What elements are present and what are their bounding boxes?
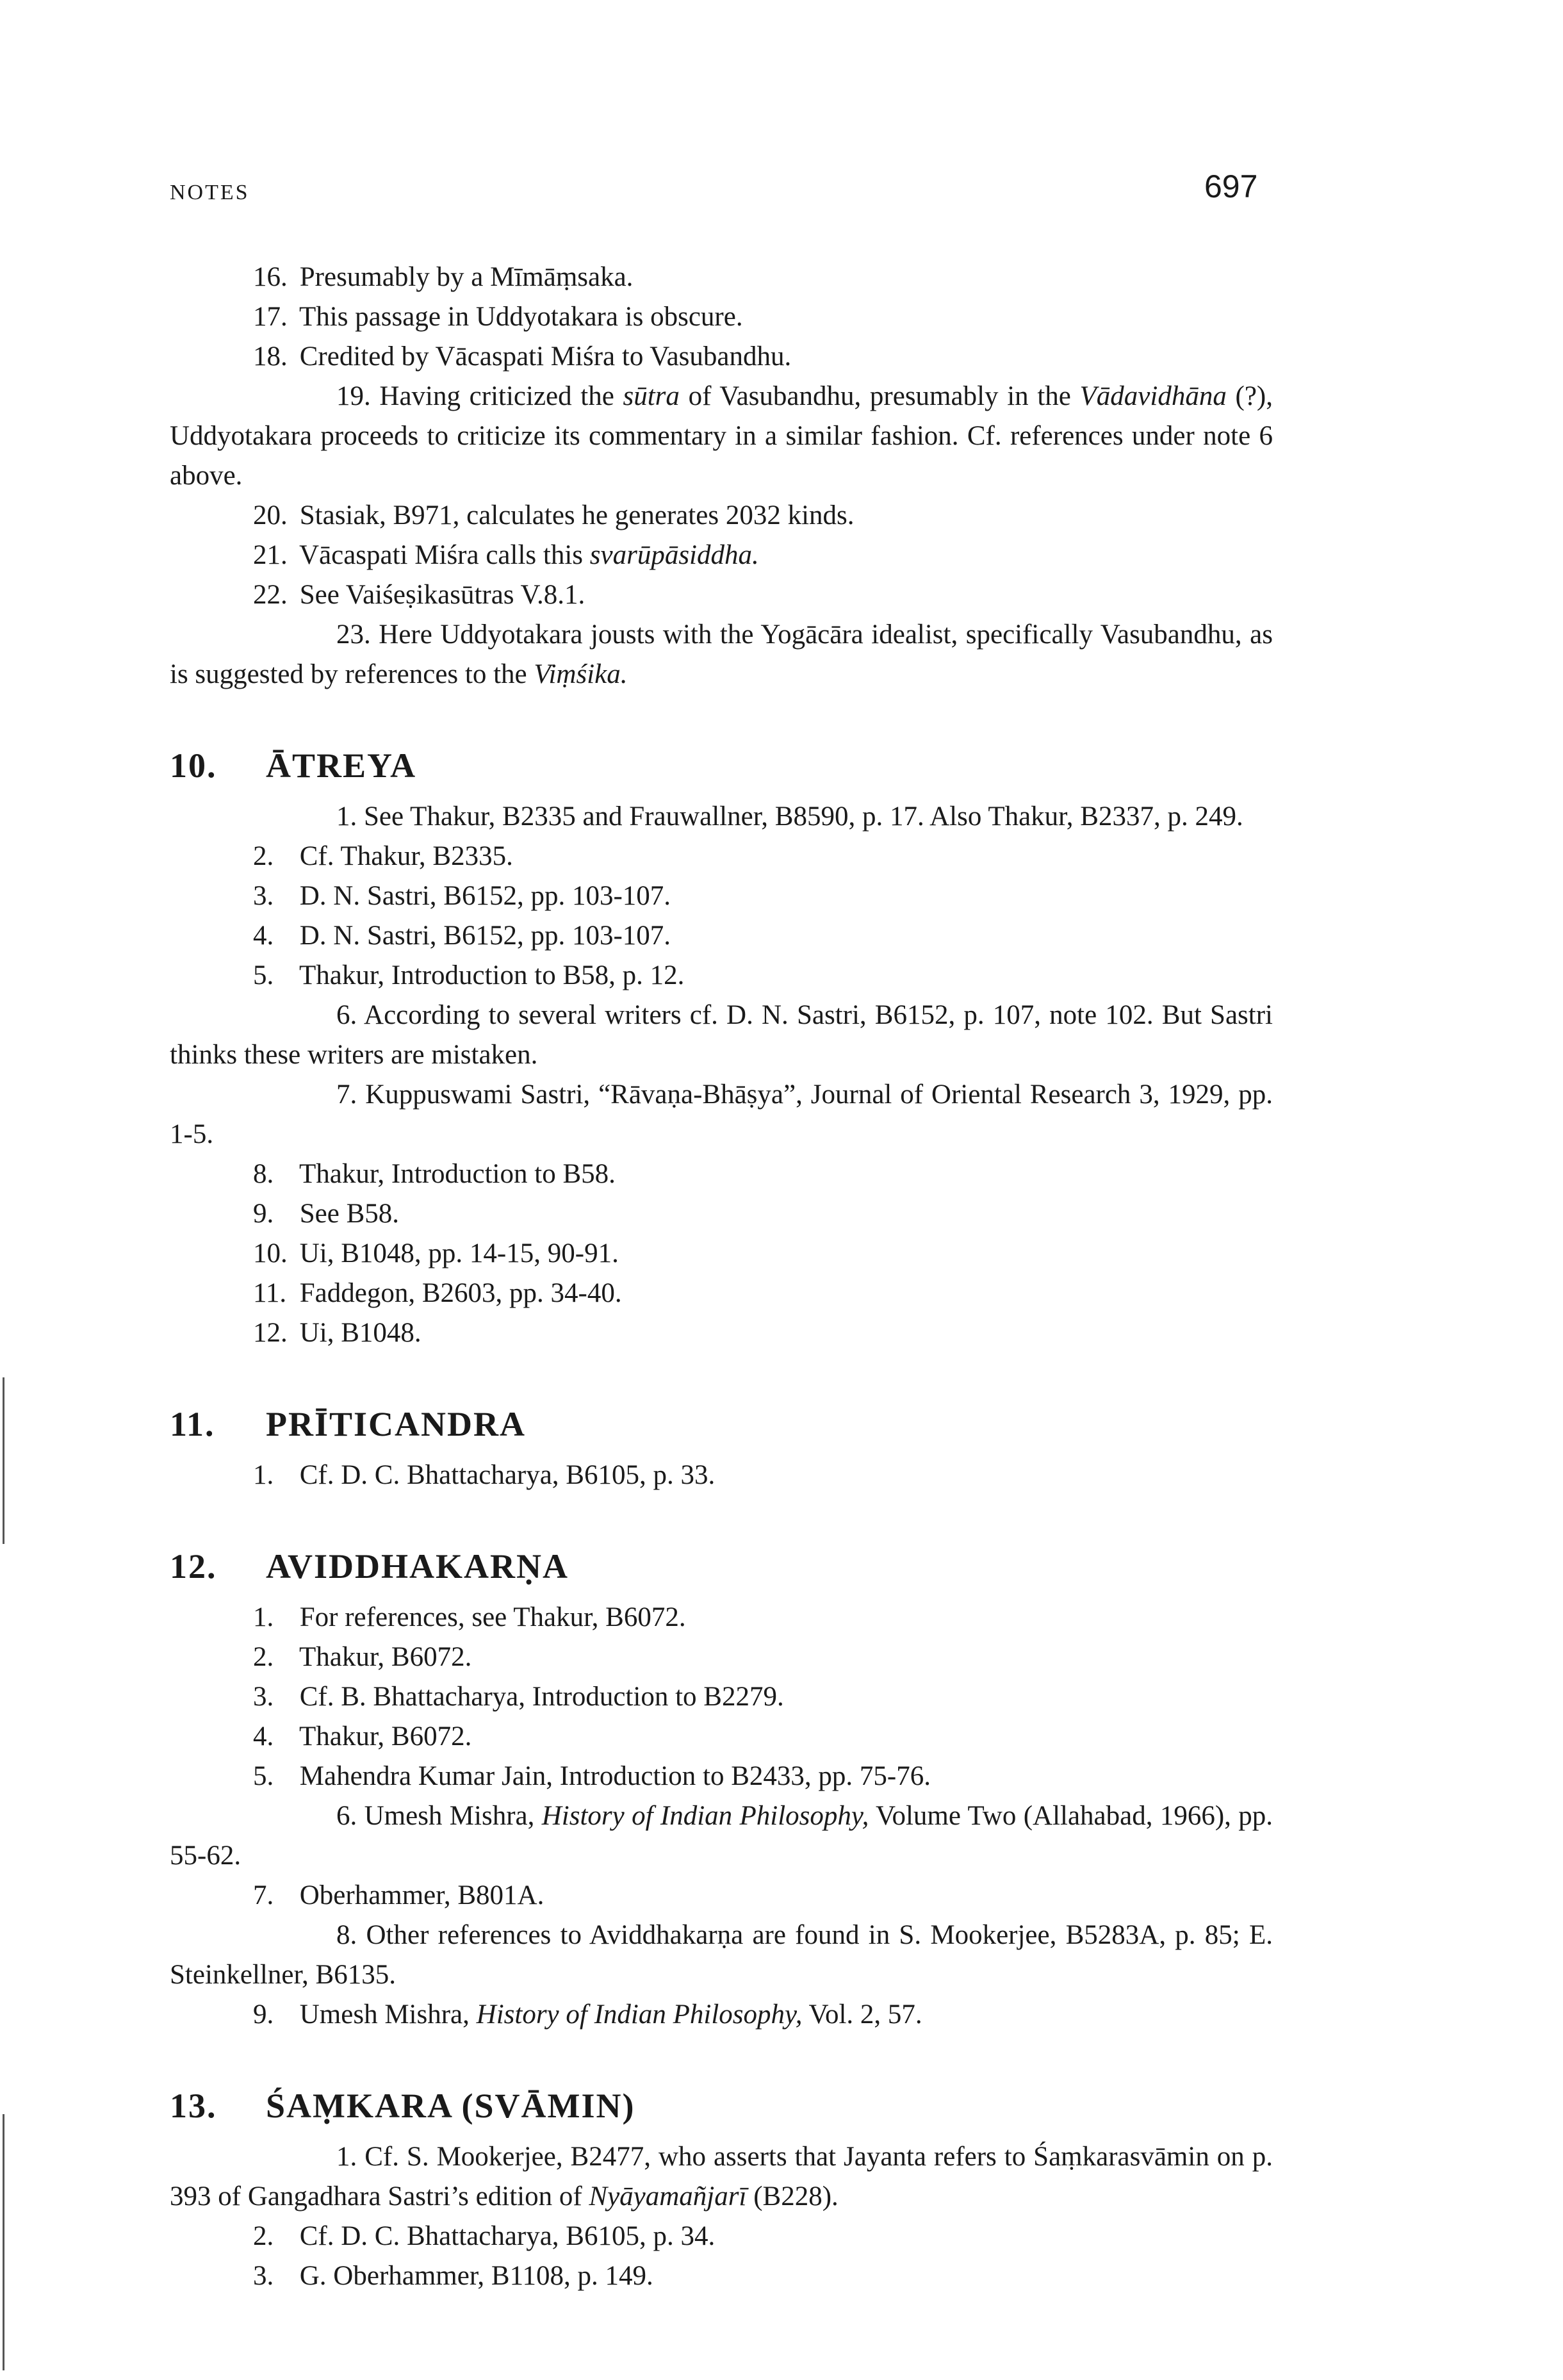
note-number: 2. — [253, 1642, 274, 1672]
note-text: Cf. D. C. Bhattacharya, B6105, p. 33. — [299, 1460, 716, 1490]
section-heading — [170, 1402, 1273, 1447]
note-text: According to several writers cf. D. N. Sastri, B6152, p. 107, note 102. But Sastri thinks these writers are mistaken. — [170, 1000, 1273, 1070]
note-item — [170, 1194, 1273, 1234]
section-number: 13. — [170, 2087, 217, 2125]
note-item — [170, 1916, 1273, 1995]
note-text: Thakur, B6072. — [299, 1721, 472, 1752]
note-item — [170, 956, 1273, 996]
note-number: 8. — [336, 1920, 357, 1950]
note-item — [170, 876, 1273, 916]
note-number: 18. — [253, 341, 288, 372]
note-number: 12. — [253, 1318, 288, 1348]
note-number: 21. — [253, 540, 288, 570]
note-text: Stasiak, B971, calculates he generates 2032 kinds. — [299, 500, 855, 530]
page-number: 697 — [1204, 168, 1258, 204]
note-item — [170, 1234, 1273, 1274]
note-item — [170, 1876, 1273, 1916]
note-item — [170, 1313, 1273, 1353]
note-number: 9. — [253, 1199, 274, 1229]
note-text: Having criticized the — [379, 381, 614, 411]
note-text: Oberhammer, B801A. — [299, 1880, 544, 1910]
note-text: Other references to Aviddhakarṇa are found in S. Mookerjee, B5283A, p. 85; E. Steinkellner, B6135. — [170, 1920, 1273, 1990]
note-item — [170, 2256, 1273, 2296]
note-text: For references, see Thakur, B6072. — [299, 1602, 686, 1632]
section-spacer — [170, 1589, 1273, 1598]
note-item — [170, 1456, 1273, 1495]
section-number: 12. — [170, 1547, 217, 1586]
note-item — [170, 1075, 1273, 1154]
note-item — [170, 258, 1273, 297]
note-item — [170, 2137, 1273, 2217]
note-number: 4. — [253, 1721, 274, 1752]
note-item — [170, 1677, 1273, 1717]
note-item — [170, 1637, 1273, 1677]
section-spacer — [170, 1447, 1273, 1456]
note-item — [170, 1757, 1273, 1796]
note-text: (B228). — [753, 2181, 839, 2212]
note-emphasis: svarūpāsiddha. — [589, 540, 759, 570]
note-text: (?), Uddyotakara proceeds to criticize its commentary in a similar fashion. Cf. references under note 6 above. — [170, 381, 1273, 491]
note-number: 7. — [253, 1880, 274, 1910]
note-text: D. N. Sastri, B6152, pp. 103-107. — [299, 921, 671, 951]
note-number: 1. — [336, 2142, 357, 2172]
note-text: Faddegon, B2603, pp. 34-40. — [299, 1278, 622, 1308]
section-title-text: ĀTREYA — [266, 746, 417, 785]
note-number: 20. — [253, 500, 288, 530]
note-item — [170, 1598, 1273, 1637]
note-text: Umesh Mishra, — [364, 1801, 535, 1831]
note-text: Vol. 2, 57. — [808, 1999, 922, 2030]
note-text: Cf. S. Mookerjee, B2477, who asserts that Jayanta refers to Śaṃkarasvāmin on p. 393 of Gangadhara Sastri’s edition of — [170, 2142, 1273, 2212]
section-heading — [170, 743, 1273, 788]
note-text: Vācaspati Miśra calls this — [299, 540, 584, 570]
note-text: Thakur, Introduction to B58, p. 12. — [299, 960, 685, 990]
section-spacer — [170, 788, 1273, 797]
note-text: G. Oberhammer, B1108, p. 149. — [299, 2261, 653, 2291]
note-number: 6. — [336, 1000, 357, 1030]
note-text: Volume Two (Allahabad, 1966), pp. 55-62. — [170, 1801, 1273, 1871]
note-item — [170, 575, 1273, 615]
note-text: D. N. Sastri, B6152, pp. 103-107. — [299, 881, 671, 911]
note-number: 11. — [253, 1278, 287, 1308]
note-emphasis: Vādavidhāna — [1079, 381, 1227, 411]
note-number: 3. — [253, 1682, 274, 1712]
note-item — [170, 2217, 1273, 2256]
note-item — [170, 837, 1273, 876]
note-text: This passage in Uddyotakara is obscure. — [299, 302, 743, 332]
note-text: Cf. D. C. Bhattacharya, B6105, p. 34. — [299, 2221, 716, 2251]
note-text: Thakur, Introduction to B58. — [299, 1159, 616, 1189]
note-text: See Vaiśeṣikasūtras V.8.1. — [299, 580, 585, 610]
note-number: 1. — [336, 801, 357, 832]
section-number: 11. — [170, 1405, 215, 1443]
note-number: 9. — [253, 1999, 274, 2030]
note-number: 1. — [253, 1602, 274, 1632]
note-text: Thakur, B6072. — [299, 1642, 472, 1672]
note-number: 22. — [253, 580, 288, 610]
note-text: Ui, B1048, pp. 14-15, 90-91. — [299, 1238, 619, 1268]
section-spacer — [170, 2035, 1273, 2083]
note-number: 10. — [253, 1238, 288, 1268]
note-text: of Vasubandhu, presumably in the — [688, 381, 1071, 411]
section-title-text: ŚAṂKARA (SVĀMIN) — [266, 2087, 635, 2125]
note-item — [170, 1995, 1273, 2035]
note-emphasis: sūtra — [623, 381, 680, 411]
note-number: 3. — [253, 2261, 274, 2291]
note-item — [170, 916, 1273, 956]
notes-body — [170, 258, 1273, 2296]
note-number: 5. — [253, 960, 274, 990]
note-number: 16. — [253, 262, 288, 292]
note-number: 2. — [253, 2221, 274, 2251]
note-item — [170, 615, 1273, 694]
section-spacer — [170, 1353, 1273, 1402]
section-spacer — [170, 1495, 1273, 1544]
section-title-text: PRĪTICANDRA — [266, 1405, 527, 1443]
note-number: 6. — [336, 1801, 357, 1831]
note-text: Here Uddyotakara jousts with the Yogācāra idealist, specifically Vasubandhu, as is suggested by references to the — [170, 620, 1273, 689]
note-number: 4. — [253, 921, 274, 951]
note-item — [170, 797, 1273, 837]
section-number: 10. — [170, 746, 217, 785]
note-item — [170, 1274, 1273, 1313]
note-item — [170, 377, 1273, 496]
note-item — [170, 536, 1273, 575]
note-number: 19. — [336, 381, 371, 411]
scan-margin-mark — [3, 2114, 4, 2370]
section-spacer — [170, 694, 1273, 743]
note-emphasis: History of Indian Philosophy, — [476, 1999, 803, 2030]
note-item — [170, 1717, 1273, 1757]
note-text: Presumably by a Mīmāṃsaka. — [299, 262, 634, 292]
note-text: Umesh Mishra, — [299, 1999, 470, 2030]
note-text: See B58. — [299, 1199, 400, 1229]
note-item — [170, 496, 1273, 536]
note-item — [170, 996, 1273, 1075]
note-text: Cf. Thakur, B2335. — [299, 841, 513, 871]
section-heading — [170, 1544, 1273, 1589]
note-emphasis: Viṃśika. — [534, 659, 628, 689]
note-text: Credited by Vācaspati Miśra to Vasubandhu. — [299, 341, 792, 372]
scan-margin-mark — [3, 1377, 4, 1544]
note-number: 1. — [253, 1460, 274, 1490]
note-text: See Thakur, B2335 and Frauwallner, B8590, p. 17. Also Thakur, B2337, p. 249. — [364, 801, 1243, 832]
note-emphasis: Nyāyamañjarī — [589, 2181, 747, 2212]
note-number: 2. — [253, 841, 274, 871]
note-number: 7. — [336, 1079, 357, 1110]
section-spacer — [170, 2128, 1273, 2137]
note-text: Mahendra Kumar Jain, Introduction to B2433, pp. 75-76. — [299, 1761, 931, 1791]
note-item — [170, 1796, 1273, 1876]
section-heading — [170, 2083, 1273, 2128]
note-text: Kuppuswami Sastri, “Rāvaṇa-Bhāṣya”, Journal of Oriental Research 3, 1929, pp. 1-5. — [170, 1079, 1273, 1149]
note-number: 17. — [253, 302, 288, 332]
running-head: NOTES — [170, 181, 250, 204]
note-number: 8. — [253, 1159, 274, 1189]
note-number: 3. — [253, 881, 274, 911]
note-item — [170, 1154, 1273, 1194]
section-title-text: AVIDDHAKARṆA — [266, 1547, 569, 1586]
note-number: 5. — [253, 1761, 274, 1791]
note-number: 23. — [336, 620, 371, 650]
note-text: Ui, B1048. — [299, 1318, 421, 1348]
note-item — [170, 297, 1273, 337]
note-emphasis: History of Indian Philosophy, — [541, 1801, 869, 1831]
note-text: Cf. B. Bhattacharya, Introduction to B2279. — [299, 1682, 784, 1712]
note-item — [170, 337, 1273, 377]
